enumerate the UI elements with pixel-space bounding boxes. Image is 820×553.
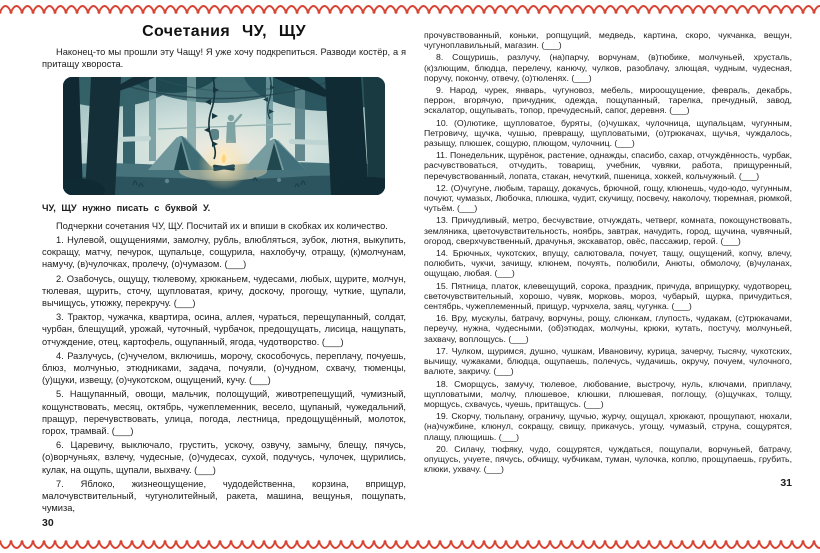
exercise-item-17 (424, 346, 792, 377)
item-number: 19. (436, 411, 449, 422)
exercise-item-9 (424, 85, 792, 116)
item-number: 2. (56, 273, 64, 284)
page-left (42, 23, 406, 530)
item-number: 16. (436, 313, 449, 324)
item-words: Трактор, чужачка, квартира, осина, аллея, чураться, перещупанный, солдат, чурбан, блещущий, урожай, чуточный, чурбачок, предощущать, лисица, нащупать, отчуждение, отец, картофель, ощупанный, ягода, чудотворство. (___) (42, 312, 406, 347)
exercise-item-10 (424, 118, 792, 149)
exercise-item-3 (42, 311, 406, 348)
exercise-item-18 (424, 379, 792, 410)
item-number: 20. (436, 443, 449, 454)
page-number-left: 30 (42, 517, 54, 530)
item-words: Вру, мускулы, батрачу, ворчуны, рощу, слюнкам, глупость, чудакам, (с)трюкачами, переучу, нужна, чудесными, (об)этюдах, молчуны, крюки, кутать, постучу, молчуньей, захвачу, воплощусь. (___) (424, 313, 792, 344)
page-right (424, 30, 792, 489)
exercise-item-6 (42, 439, 406, 476)
item-number: 13. (436, 215, 449, 226)
page-title: Сочетания ЧУ, ЩУ (142, 23, 306, 40)
item-words: Яблоко, жизнеощущение, чудодейственна, корзина, вприщур, малочувствительный, чугунолитейный, ракета, машина, вещунья, пощупать, чумиза, (42, 478, 406, 514)
item-words: Сощуришь, разлучу, (на)парчу, ворчунам, (в)тюбике, молчуньей, хрусталь, (к)злющим, блюдца, перелечу, канючу, чулков, разоблачу, злющая, чудным, чудесная, поручу, покончу, отвечу, (о)тюленях. (___) (424, 52, 792, 83)
exercise-item-14 (424, 248, 792, 279)
item-number: 5. (56, 389, 64, 400)
item-number: 9. (436, 85, 444, 96)
item-words: Силачу, тюфяку, чудо, сощурятся, чуждаться, пощупали, ворчуньей, батрачу, опущусь, учуете, пячусь, обчищу, чубчикам, туман, чулочка, коплю, прощупаешь, грубить, клюки, ухвачу. (___) (424, 443, 792, 475)
item-number: 18. (436, 378, 449, 389)
item-number: 15. (436, 280, 449, 291)
exercise-item-19 (424, 411, 792, 442)
item-words: Пятница, платок, клевещущий, сорока, праздник, причуда, вприщурку, чудотворец, светочувствительный, хорошо, чувяк, морковь, мороз, чубарый, щурка, причудиться, сентябрь, чужеплеменный, прищур, чурчхела, заяц, чугунка. (___) (424, 280, 792, 312)
campsite-illustration (63, 77, 385, 195)
exercise-item-15 (424, 281, 792, 312)
exercise-item-5 (42, 388, 406, 437)
exercise-item-7 (42, 478, 406, 515)
exercise-item-8 (424, 52, 792, 83)
exercise-item-11 (424, 150, 792, 181)
item-number: 7. (56, 478, 64, 489)
exercise-item-1 (42, 234, 406, 271)
bottom-border-ornament-icon (0, 539, 820, 551)
exercise-item-12 (424, 183, 792, 214)
item-words: Народ, чурек, январь, чугуновоз, мебель, мироощущение, февраль, декабрь, перрон, вгорячую, причудник, одежда, пощупанный, тарелка, пречудный, завод, эскалатор, ощупывать, топор, пречудесный, сапог, деревня. (___) (424, 85, 792, 116)
item-words: Царевичу, выключало, грустить, ускочу, озвучу, замычу, блещу, пячусь, (о)ворчуньях, взлечу, чудесные, (о)чудесах, сухой, подучусь, чулочек, щурились, кулак, на ощупь, щупали, выхвачу. (___) (42, 440, 406, 475)
exercise-item-20 (424, 444, 792, 475)
intro-paragraph: Наконец-то мы прошли эту Чащу! Я уже хочу подкрепиться. Разводи костёр, а я притащу хвороста. (42, 47, 406, 70)
exercise-item-7-continuation: прочувствованный, коньки, ропщущий, медведь, картина, скоро, чукчанка, вещун, чугуноплавильный, магазин. (___) (424, 30, 792, 51)
item-words: Понедельник, щурёнок, растение, однажды, спасибо, сахар, отчуждённость, чурбак, расчувствоваться, отчудить, товарищ, учебник, чувяки, работа, прищуренный, перечувствованный, лопата, стакан, нечуткий, пшеница, хоккей, кольчужный. (___) (424, 150, 793, 181)
exercise-item-16 (424, 313, 792, 344)
item-number: 10. (436, 117, 449, 128)
item-words: Скорчу, тюльпану, ограничу, щучью, журчу, ощущал, хрюкают, прощупают, нюхали, (на)чужбине, клюнул, сокращу, свищу, прикачусь, угощу, чумазый, струна, сощурятся, плащу, плющишь. (___) (424, 411, 792, 442)
item-words: Разлучусь, (с)чучелом, включишь, морочу, скособочусь, переплачу, почуешь, блюз, молчунью, этюдниками, задача, почуяли, (о)чудном, схвачу, тюменцы, (у)щуки, извещу, (о)чукотском, ощущений, кучу. (___) (42, 350, 406, 386)
item-words: Причудливый, метро, бесчувствие, отчуждать, четверг, комната, покощунствовать, земляника, цветочувствительность, ноябрь, завтрак, начудить, город, щучина, чувячный, огород, сверхчувственный, драчунья, экскаватор, овёс, пассажир, герой. (___) (424, 215, 792, 246)
item-words: (О)чугуне, любым, таращу, докачусь, брючной, гощу, клюнешь, чудо-юдо, чугунным, почуют, чумазых, Любочка, плюшка, чудит, скучищу, посвечу, наколочу, тюремная, рюмкой, чутьём. (___) (424, 182, 792, 214)
task-instruction: Подчеркни сочетания ЧУ, ЩУ. Посчитай их и впиши в скобках их количество. (56, 220, 388, 231)
item-words: Сморщусь, замучу, тюлевое, любование, выстрочу, нуль, ключами, приплачу, щупловатыми, молчу, плюшевое, клюшки, плюшевая, поглощу, (о)щучках, толщу, морщусь, схвачусь, чуешь, притащусь. (___) (424, 378, 792, 409)
top-border-ornament-icon (0, 3, 820, 15)
item-number: 4. (56, 350, 64, 361)
item-number: 17. (436, 345, 449, 356)
item-number: 3. (56, 312, 64, 323)
item-number: 6. (56, 440, 64, 451)
item-words: Нулевой, ощущениями, замолчу, рубль, влюбляться, зубок, лютня, выкупить, сокращу, матчу, печурок, щупальце, сощурила, нахлобучу, отращу, (к)молчунам, намучу, (в)чулочках, пролечу, (о)чумазом. (___) (42, 235, 406, 270)
page-number-right: 31 (780, 477, 792, 490)
exercise-item-13 (424, 215, 792, 246)
item-number: 11. (436, 150, 448, 161)
item-words: Брючных, чукотских, впущу, салютовала, почует, тащу, ощущений, копчу, влечу, полюбить, чукчи, зачищу, клюнем, почуять, полюбили, Анюты, обмолочу, (в)чуланах, ощущаю, любая. (___) (424, 248, 793, 279)
item-words: Озабочусь, ощущу, тюлевому, хрюканьем, чудесами, любых, щурите, молчун, тюлевая, щурить, сточу, щупловатая, кричу, доскочу, прогощу, чуткие, щупали, вычищусь, утюжку, перекручу. (___) (42, 273, 406, 309)
item-number: 1. (56, 235, 64, 246)
exercise-item-2 (42, 273, 406, 310)
item-number: 12. (436, 182, 449, 193)
exercise-item-4 (42, 350, 406, 387)
item-words: (О)лютике, щупловатое, буряты, (о)чушках, чулочница, щупальцам, чугунным, Петровичу, щучка, чушью, превращу, щупловатыми, (о)трюкачах, щучья, чуждалось, разыщу, плюшек, сощурю, плющом, чулочниц. (___) (424, 117, 792, 149)
item-words: Чулком, щуримся, душно, чушкам, Ивановичу, курица, зачерчу, тысячу, чукотских, вычищу, чужаками, блюдца, ощупаешь, полечусь, чудачишь, окручу, почуем, чулочного, валюте, закричу. (___) (424, 345, 792, 377)
item-words: Нащупанный, овощи, мальчик, полощущий, животрепещущий, чумизный, кощунствовать, месяц, октябрь, чужеплеменник, весело, щупаный, чужедальний, пращур, перечувствовать, улица, погода, лестница, предощущённый, молоток, горох, трамвай. (___) (42, 389, 406, 437)
rule-statement: ЧУ, ЩУ нужно писать с буквой У. (42, 202, 211, 213)
item-number: 8. (436, 52, 444, 63)
item-number: 14. (436, 248, 449, 259)
